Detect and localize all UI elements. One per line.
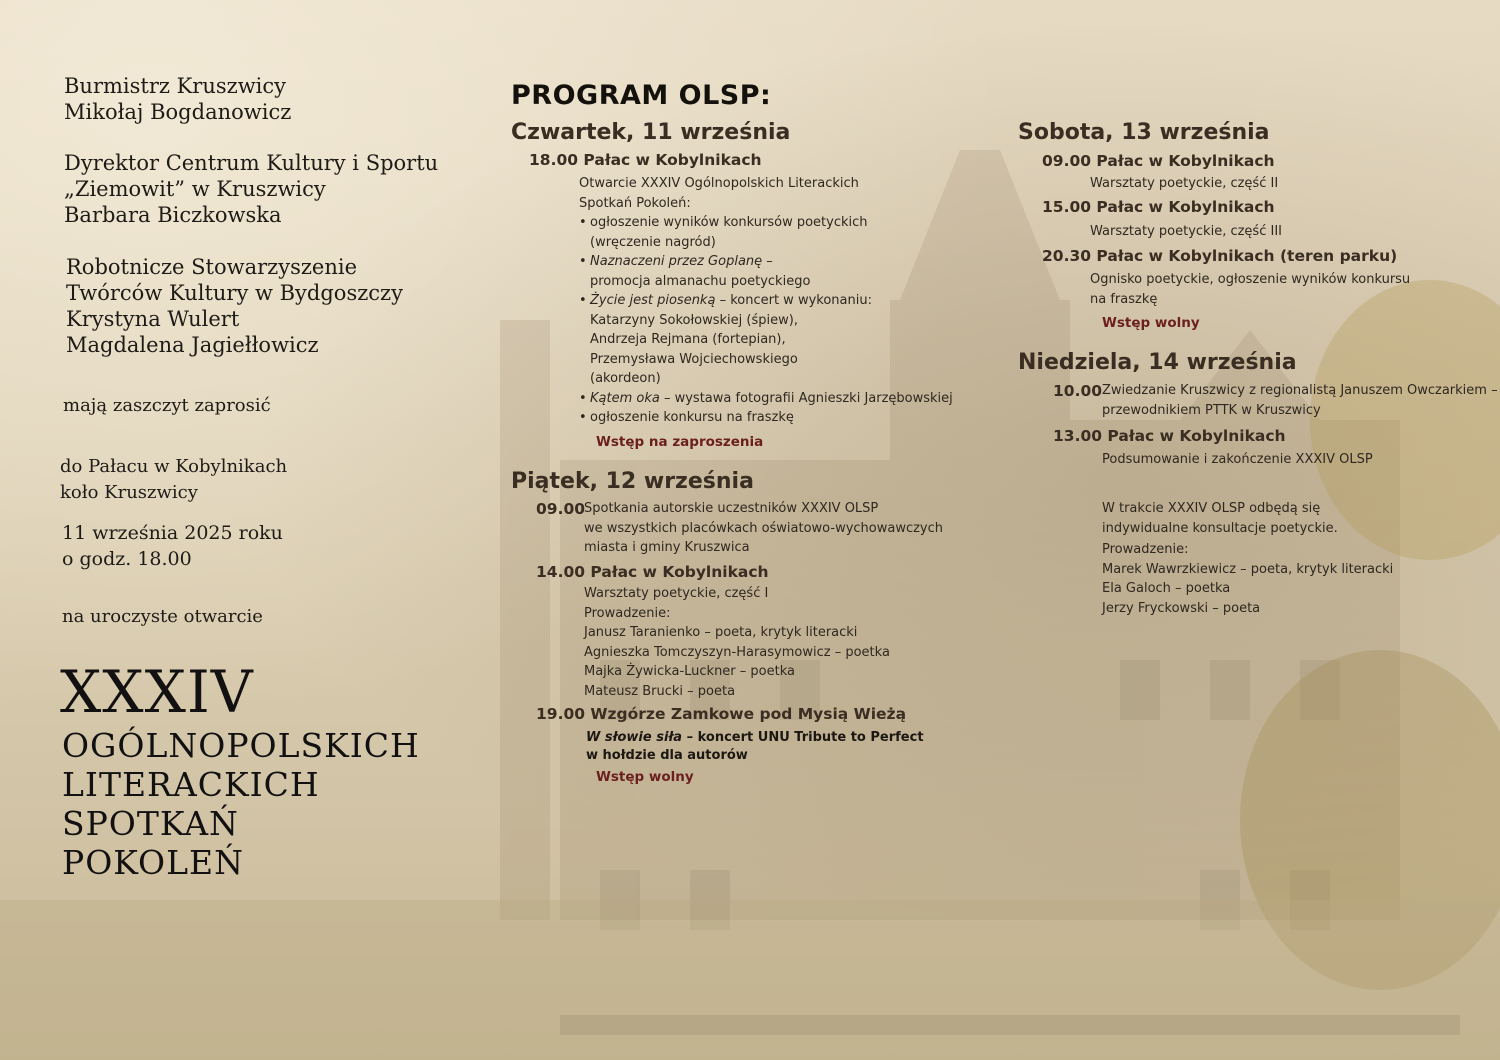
sunday-event-1-details xyxy=(1102,381,1498,420)
sun-e1-line1: Zwiedzanie Kruszwicy z regionalistą Januszem Owczarkiem – xyxy=(1102,383,1498,398)
fri-e2-line2: Prowadzenie: xyxy=(584,605,671,621)
thu-bullet-3-cont2: Andrzeja Rejmana (fortepian), xyxy=(590,332,786,347)
thursday-event-title: 18.00 Pałac w Kobylnikach xyxy=(529,151,762,169)
thu-bullet-5: • ogłoszenie konkursu na fraszkę xyxy=(579,408,953,428)
sunday-event-2-details: Podsumowanie i zakończenie XXXIV OLSP xyxy=(1102,452,1373,467)
organizer-mayor xyxy=(64,73,291,125)
leader-2: Ela Galoch – poetka xyxy=(1102,581,1231,596)
friday-event-3-title: 19.00 Wzgórze Zamkowe pod Mysią Wieżą xyxy=(536,705,907,723)
day-saturday: Sobota, 13 września xyxy=(1018,120,1270,145)
thu-intro-1: Otwarcie XXXIV Ogólnopolskich Literackich xyxy=(579,176,859,191)
fri-e2-line1: Warsztaty poetyckie, część I xyxy=(584,586,769,601)
friday-time-1: 09.00 xyxy=(536,500,586,518)
org3-line1: Robotnicze Stowarzyszenie xyxy=(66,255,358,279)
thu-bullet-1-cont: (wręczenie nagród) xyxy=(590,234,716,250)
title-line4: POKOLEŃ xyxy=(62,843,244,882)
day-sunday: Niedziela, 14 września xyxy=(1018,350,1297,375)
org2-line3: Barbara Biczkowska xyxy=(64,203,282,227)
fri-e2-line4: Agnieszka Tomczyszyn-Harasymowicz – poetka xyxy=(584,644,890,660)
program-heading: PROGRAM OLSP: xyxy=(511,80,772,111)
title-line1: OGÓLNOPOLSKICH xyxy=(62,726,420,765)
saturday-event-3-details xyxy=(1090,270,1410,309)
sunday-event-2-title: 13.00 Pałac w Kobylnikach xyxy=(1053,427,1286,445)
leader-3: Jerzy Fryckowski – poeta xyxy=(1102,600,1261,616)
sun-e1-line2: przewodnikiem PTTK w Kruszwicy xyxy=(1102,402,1321,418)
date-line1: 11 września 2025 roku xyxy=(62,522,283,544)
occasion-text: na uroczyste otwarcie xyxy=(62,606,263,627)
friday-event-2-title: 14.00 Pałac w Kobylnikach xyxy=(536,563,769,581)
place-text xyxy=(60,454,287,506)
event-name-title xyxy=(62,726,420,882)
thu-bullet-3-cont3: Przemysława Wojciechowskiego xyxy=(590,351,798,367)
place-line2: koło Kruszwicy xyxy=(60,482,198,503)
fri-e3-line1: W słowie siła – koncert UNU Tribute to Perfect xyxy=(586,730,924,745)
notes-line2: indywidualne konsultacje poetyckie. xyxy=(1102,520,1338,536)
organizer-culture-center xyxy=(64,150,438,228)
thu-bullet-1: • ogłoszenie wyników konkursów poetyckich xyxy=(579,213,953,233)
date-line2: o godz. 18.00 xyxy=(62,548,192,570)
org3-line4: Magdalena Jagiełłowicz xyxy=(66,333,319,357)
title-line2: LITERACKICH xyxy=(62,765,320,804)
sat-e3-line1: Ognisko poetyckie, ogłoszenie wyników konkursu xyxy=(1090,272,1411,287)
day-friday: Piątek, 12 września xyxy=(511,469,754,494)
friday-event-1-details xyxy=(584,499,943,558)
thu-intro-2: Spotkań Pokoleń: xyxy=(579,195,691,211)
org1-line2: Mikołaj Bogdanowicz xyxy=(64,100,292,124)
org2-line1: Dyrektor Centrum Kultury i Sportu xyxy=(64,151,439,175)
saturday-event-3-title: 20.30 Pałac w Kobylnikach (teren parku) xyxy=(1042,247,1398,265)
thu-bullet-3-cont4: (akordeon) xyxy=(590,371,661,386)
org2-line2: „Ziemowit” w Kruszwicy xyxy=(64,177,326,201)
consultation-leaders xyxy=(1102,540,1393,618)
org1-line1: Burmistrz Kruszwicy xyxy=(64,74,287,98)
saturday-event-1-title: 09.00 Pałac w Kobylnikach xyxy=(1042,152,1275,170)
thu-bullet-3: • Życie jest piosenką – koncert w wykonaniu: xyxy=(579,291,953,311)
event-number-title: XXXIV xyxy=(60,658,254,726)
saturday-event-2-title: 15.00 Pałac w Kobylnikach xyxy=(1042,198,1275,216)
friday-event-2-details xyxy=(584,584,890,701)
thu-bullet-2-cont: promocja almanachu poetyckiego xyxy=(590,273,811,289)
saturday-event-2-details: Warsztaty poetyckie, część III xyxy=(1090,224,1282,239)
fri-e2-line3: Janusz Taranienko – poeta, krytyk literacki xyxy=(584,625,858,640)
saturday-event-1-details: Warsztaty poetyckie, część II xyxy=(1090,176,1279,191)
saturday-entry-note: Wstęp wolny xyxy=(1102,315,1200,331)
organizer-association xyxy=(66,254,403,358)
thursday-event-details xyxy=(579,174,953,428)
fri-e1-line3: miasta i gminy Kruszwica xyxy=(584,540,750,555)
notes-line1: W trakcie XXXIV OLSP odbędą się xyxy=(1102,501,1321,516)
thu-bullet-2: • Naznaczeni przez Goplanę – xyxy=(579,252,953,272)
thu-bullet-3-cont1: Katarzyny Sokołowskiej (śpiew), xyxy=(590,312,798,328)
friday-entry-note: Wstęp wolny xyxy=(596,769,694,785)
sunday-time-1: 10.00 xyxy=(1053,382,1103,400)
thursday-entry-note: Wstęp na zaproszenia xyxy=(596,434,764,450)
title-line3: SPOTKAŃ xyxy=(62,804,239,843)
fri-e2-line5: Majka Żywicka-Luckner – poetka xyxy=(584,664,795,679)
fri-e1-line1: Spotkania autorskie uczestników XXXIV OLSP xyxy=(584,501,879,516)
sat-e3-line2: na fraszkę xyxy=(1090,291,1158,307)
fri-e3-line2: w hołdzie dla autorów xyxy=(586,748,748,763)
consultation-notes xyxy=(1102,499,1338,538)
fri-e2-line6: Mateusz Brucki – poeta xyxy=(584,683,736,699)
date-text xyxy=(62,520,283,572)
leader-1: Marek Wawrzkiewicz – poeta, krytyk literacki xyxy=(1102,561,1394,577)
leaders-label: Prowadzenie: xyxy=(1102,542,1189,557)
org3-line3: Krystyna Wulert xyxy=(66,307,240,331)
place-line1: do Pałacu w Kobylnikach xyxy=(60,456,288,477)
friday-event-3-details xyxy=(586,729,924,765)
fri-e1-line2: we wszystkich placówkach oświatowo-wychowawczych xyxy=(584,520,944,536)
thu-bullet-4: • Kątem oka – wystawa fotografii Agnieszki Jarzębowskiej xyxy=(579,389,953,409)
invite-text: mają zaszczyt zaprosić xyxy=(63,395,271,416)
day-thursday: Czwartek, 11 września xyxy=(511,120,791,145)
org3-line2: Twórców Kultury w Bydgoszczy xyxy=(66,281,403,305)
